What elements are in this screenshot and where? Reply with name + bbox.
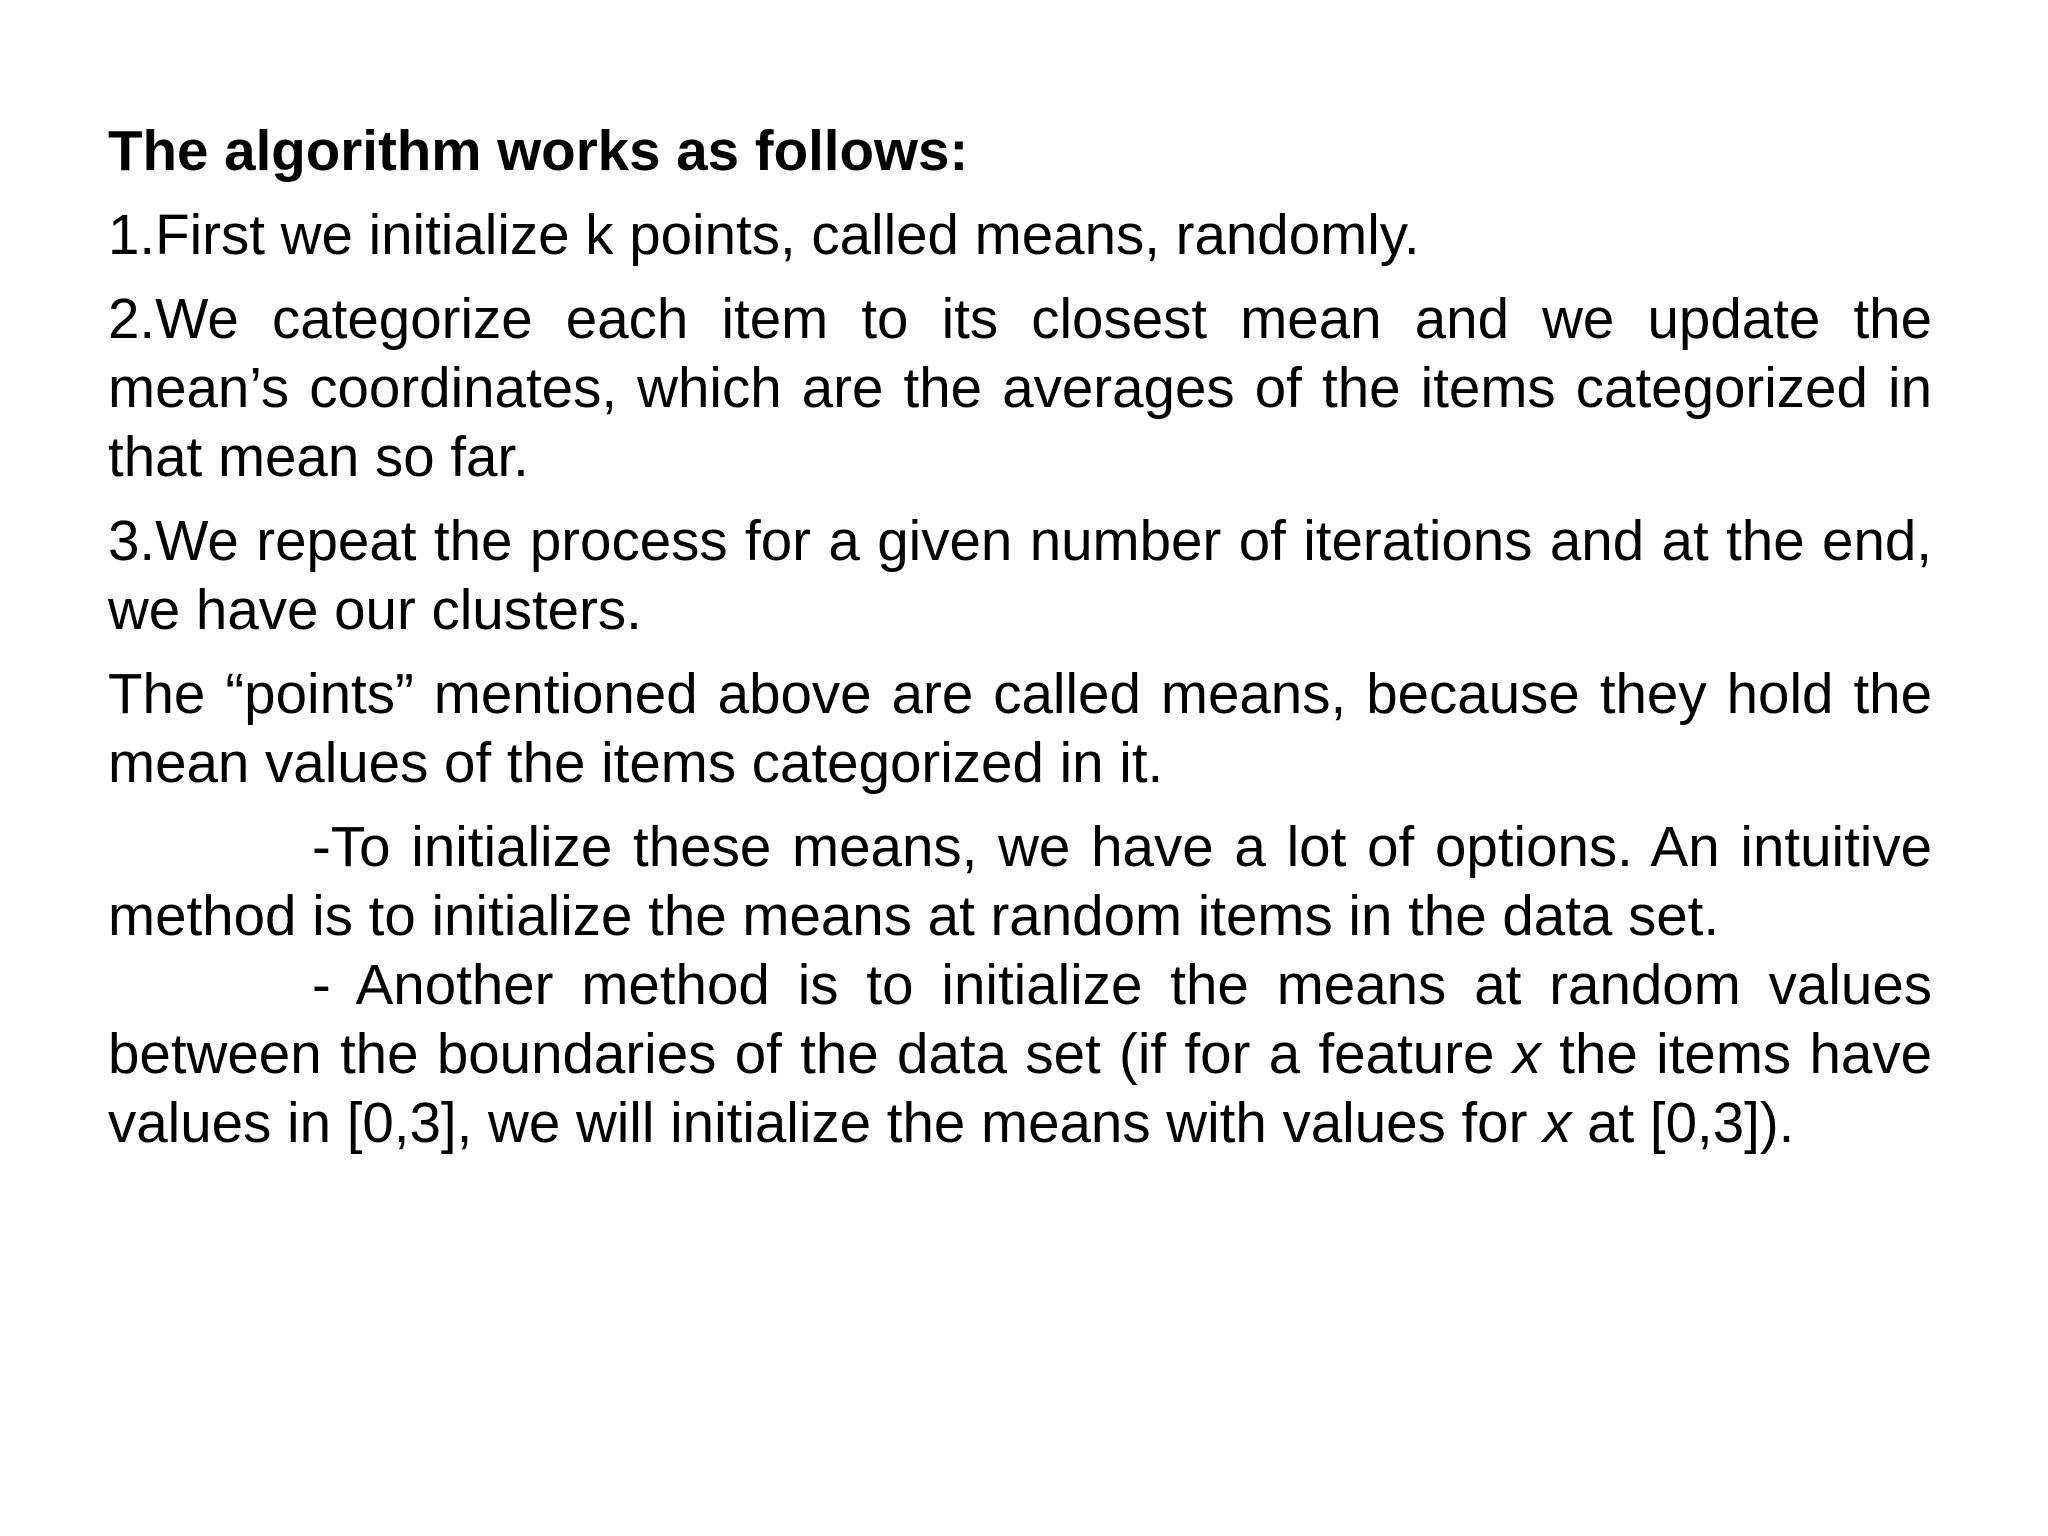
variable-x: x bbox=[1512, 1022, 1541, 1085]
explanation-paragraph: The “points” mentioned above are called means, because they hold the mean values of the items categorized in it. bbox=[108, 662, 1932, 794]
option-2-text-b: the items have values in [0,3], we will initialize the means with values for bbox=[108, 1022, 1932, 1154]
slide-content bbox=[108, 116, 1932, 1157]
step-2: 2.We categorize each item to its closest mean and we update the mean’s coordinates, which are the averages of the items categorized in that mean so far. bbox=[108, 287, 1932, 488]
option-2-text-c: at [0,3]). bbox=[1571, 1091, 1795, 1154]
heading: The algorithm works as follows: bbox=[108, 119, 969, 182]
init-option-random-items: -To initialize these means, we have a lot of options. An intuitive method is to initialize the means at random items in the data set. bbox=[108, 815, 1932, 947]
variable-x: x bbox=[1543, 1091, 1572, 1154]
step-3: 3.We repeat the process for a given number of iterations and at the end, we have our clusters. bbox=[108, 509, 1932, 641]
option-2-text-a: - Another method is to initialize the means at random values between the boundaries of the data set (if for a feature bbox=[108, 953, 1932, 1085]
step-1: 1.First we initialize k points, called means, randomly. bbox=[108, 203, 1420, 266]
init-option-random-values bbox=[108, 950, 1932, 1157]
